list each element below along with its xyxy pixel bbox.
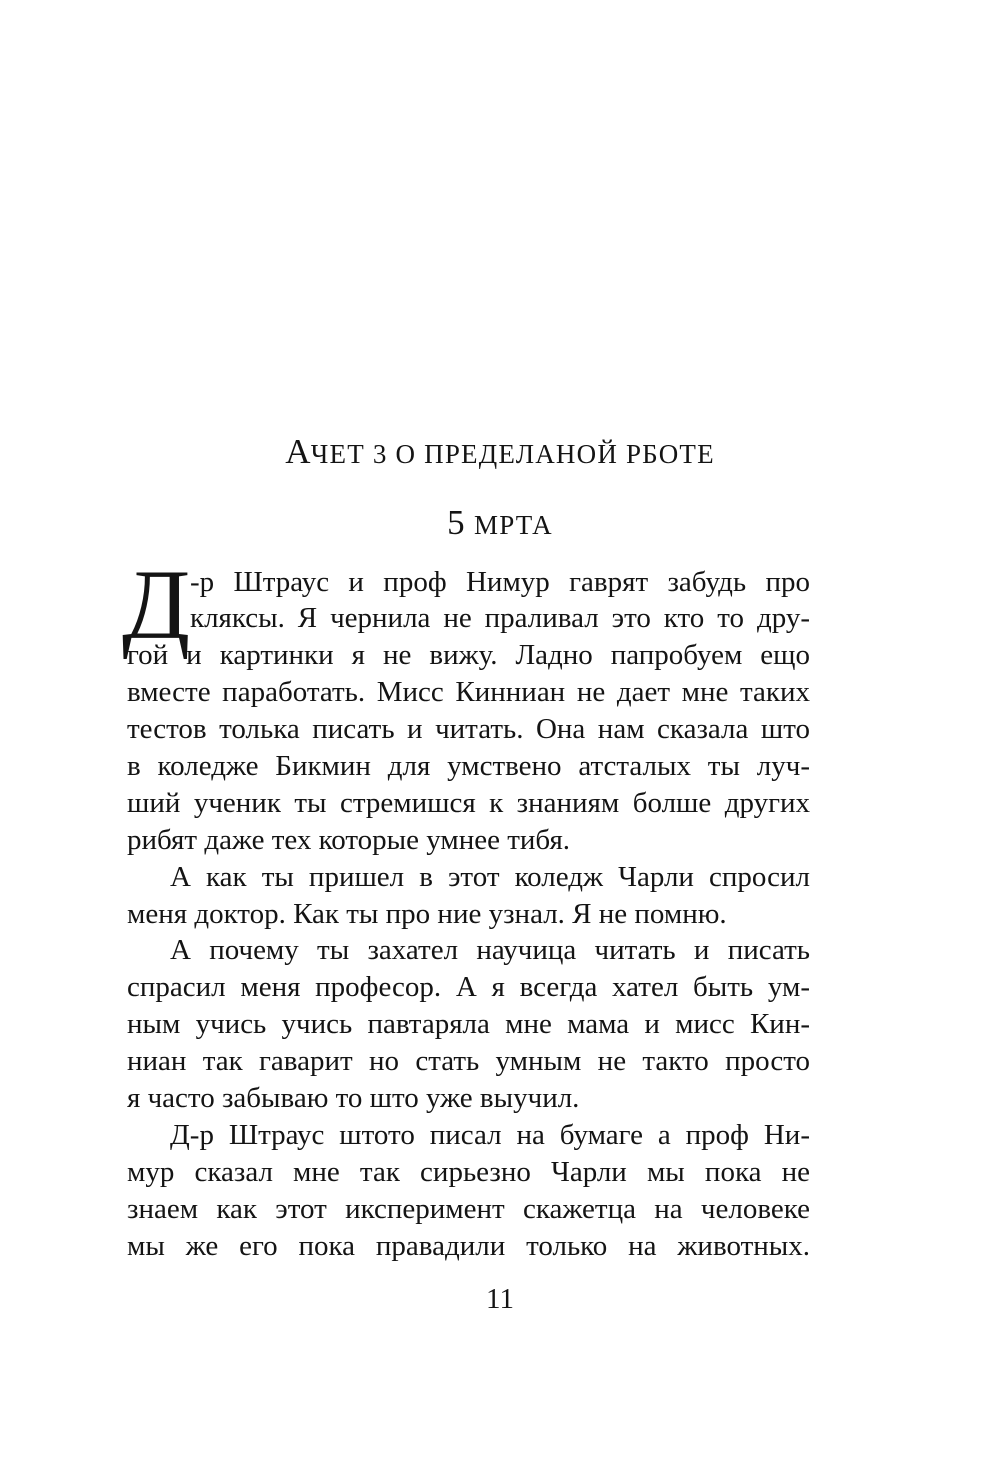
page-number: 11 [486,1283,514,1315]
text-line: спрасил меня професор. А я всегда хател быть ум- [127,971,810,1003]
drop-cap: Д [122,549,191,660]
text-line: гой и картинки я не вижу. Ладно папробуем ещо [127,639,810,671]
text-line: мы же его пока правадили только на животных. [127,1230,810,1262]
chapter-title [0,432,1000,472]
text-line: А как ты пришел в этот коледж Чарли спросил [170,861,810,893]
entry-date-day: 5 [447,503,475,542]
text-line: -р Штраус и проф Нимур гаврят забудь про [190,566,810,598]
text-line: я часто забываю то што уже выучил. [127,1082,580,1114]
chapter-title-rest: ЧЕТ 3 О ПРЕДЕЛАНОЙ РБОТЕ [310,439,715,469]
text-line: мур сказал мне так сирьезно Чарли мы пока не [127,1156,810,1188]
text-line: Д-р Штраус штото писал на бумаге а проф Ни- [170,1119,810,1151]
entry-date [0,503,1000,543]
entry-date-month: МРТА [474,510,553,540]
text-line: в коледже Бикмин для умствено атсталых ты луч- [127,750,810,782]
text-line: А почему ты захател научица читать и писать [170,934,810,966]
text-line: вместе паработать. Мисс Кинниан не дает мне таких [127,676,810,708]
text-line: тестов толька писать и читать. Она нам сказала што [127,713,810,745]
text-line: рибят даже тех которые умнее тибя. [127,824,571,856]
text-line: меня доктор. Как ты про ние узнал. Я не помню. [127,898,727,930]
text-line: ший ученик ты стремишся к знаниям болше других [127,787,810,819]
text-line: кляксы. Я чернила не праливал это кто то дру- [190,602,810,634]
text-line: знаем как этот иксперимент скажетца на человеке [127,1193,810,1225]
text-line: ниан так гаварит но стать умным не такто просто [127,1045,810,1077]
chapter-title-initial: А [285,432,311,471]
text-line: ным учись учись павтаряла мне мама и мисс Кин- [127,1008,810,1040]
